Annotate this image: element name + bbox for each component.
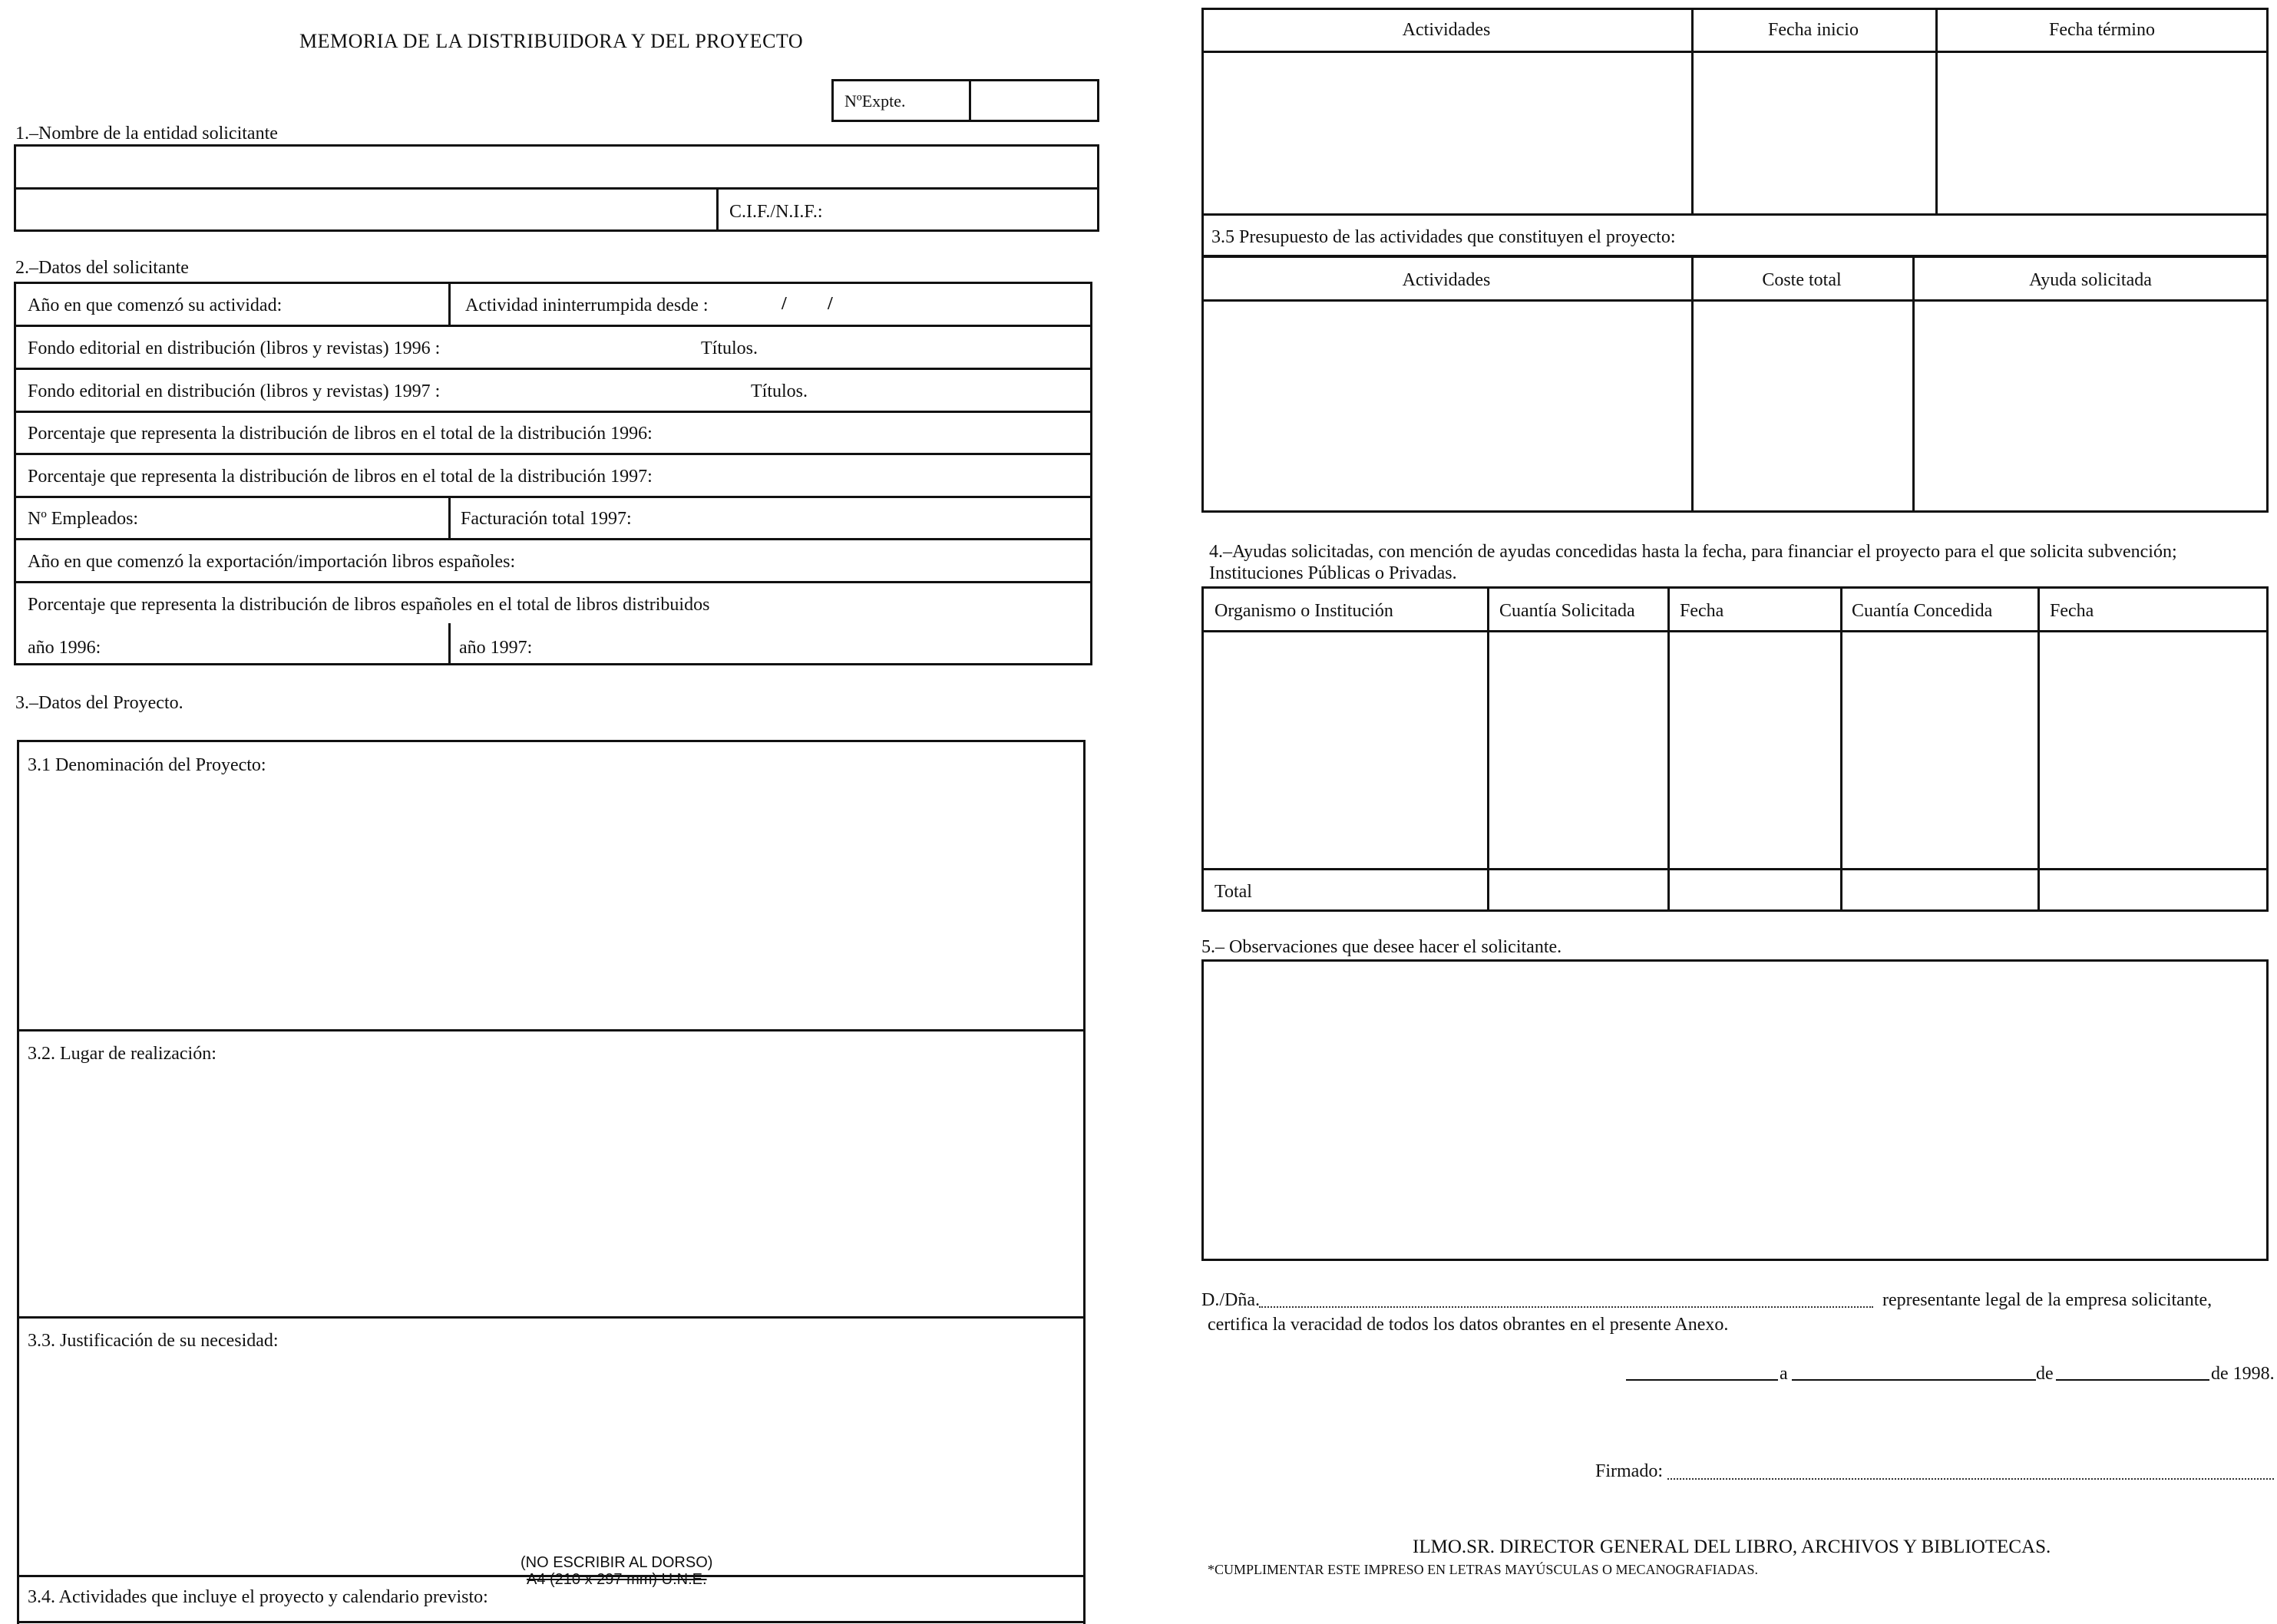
- export-year-label: Año en que comenzó la exportación/importación libros españoles:: [28, 552, 516, 572]
- aid-header: Cuantía Concedida: [1852, 601, 1993, 621]
- divider: [14, 411, 1092, 413]
- divider: [969, 79, 971, 122]
- dona-label: D./Dña.: [1201, 1290, 1260, 1310]
- aid-header: Organismo o Institución: [1215, 601, 1393, 621]
- de-label: de: [2036, 1364, 2054, 1384]
- calendar-header: Actividades: [1402, 20, 1491, 40]
- grant-date-cell[interactable]: [2041, 634, 2265, 866]
- no-write-note: (NO ESCRIBIR AL DORSO): [521, 1554, 713, 1571]
- section-5-heading: 5.– Observaciones que desee hacer el solicitante.: [1201, 937, 1562, 957]
- divider: [1840, 586, 1842, 912]
- budget-header: Actividades: [1402, 270, 1491, 290]
- divider: [1487, 586, 1489, 912]
- section-3-heading: 3.–Datos del Proyecto.: [15, 693, 183, 713]
- fund-1997-label: Fondo editorial en distribución (libros y revistas) 1997 :: [28, 381, 441, 401]
- project-name-label: 3.1 Denominación del Proyecto:: [28, 755, 266, 775]
- divider: [448, 496, 451, 538]
- divider: [1201, 213, 2269, 216]
- cif-label: C.I.F./N.I.F.:: [729, 202, 823, 222]
- divider: [14, 581, 1092, 583]
- year-1997-label: año 1997:: [459, 638, 533, 658]
- start-date-cell[interactable]: [1695, 54, 1933, 211]
- divider: [1912, 256, 1915, 513]
- total-cost-cell[interactable]: [1695, 303, 1910, 509]
- footnote: *CUMPLIMENTAR ESTE IMPRESO EN LETRAS MAYÚSCULAS O MECANOGRAFIADAS.: [1208, 1562, 1758, 1577]
- certify-text: certifica la veracidad de todos los datos obrantes en el presente Anexo.: [1208, 1315, 1729, 1335]
- pct-1997-label: Porcentaje que representa la distribución de libros en el total de la distribución 1997:: [28, 467, 653, 487]
- divider: [1667, 586, 1670, 912]
- divider: [1201, 630, 2269, 632]
- date-slash: /: [828, 294, 833, 314]
- signed-label: Firmado:: [1595, 1461, 1663, 1481]
- place-line[interactable]: [1626, 1379, 1778, 1381]
- pct-1996-label: Porcentaje que representa la distribución de libros en el total de la distribución 1996:: [28, 424, 653, 444]
- titles-label: Títulos.: [701, 338, 758, 358]
- section-4-heading-cont: Instituciones Públicas o Privadas.: [1209, 563, 1457, 583]
- budget-header: Coste total: [1762, 270, 1842, 290]
- divider: [1201, 299, 2269, 302]
- year-label: de 1998.: [2211, 1364, 2275, 1384]
- requested-aid-cell[interactable]: [1916, 303, 2265, 509]
- divider: [448, 282, 451, 325]
- aid-header: Fecha: [1680, 601, 1724, 621]
- divider: [1201, 51, 2269, 53]
- addressee: ILMO.SR. DIRECTOR GENERAL DEL LIBRO, ARCHIVOS Y BIBLIOTECAS.: [1413, 1537, 2051, 1557]
- date-slash: /: [782, 294, 787, 314]
- budget-header: Ayuda solicitada: [2029, 270, 2152, 290]
- divider: [14, 368, 1092, 370]
- aid-header: Cuantía Solicitada: [1499, 601, 1635, 621]
- divider: [1201, 868, 2269, 870]
- observations-field[interactable]: [1201, 959, 2269, 1261]
- expte-label: NºExpte.: [844, 91, 906, 111]
- representative-text: representante legal de la empresa solicitante,: [1882, 1290, 2213, 1310]
- section-1-heading: 1.–Nombre de la entidad solicitante: [15, 124, 278, 144]
- justification-field[interactable]: [23, 1355, 1079, 1555]
- location-field[interactable]: [23, 1068, 1079, 1312]
- calendar-header: Fecha término: [2049, 20, 2155, 40]
- divider: [14, 496, 1092, 498]
- year-1996-label: año 1996:: [28, 638, 101, 658]
- signature-line[interactable]: [1667, 1478, 2274, 1480]
- uninterrupted-label: Actividad ininterrumpida desde :: [465, 295, 709, 315]
- fund-1996-label: Fondo editorial en distribución (libros y revistas) 1996 :: [28, 338, 441, 358]
- divider: [2037, 586, 2040, 912]
- employees-label: Nº Empleados:: [28, 509, 139, 529]
- day-line[interactable]: [1792, 1379, 2036, 1381]
- request-date-cell[interactable]: [1671, 634, 1838, 866]
- activities-calendar-label: 3.4. Actividades que incluye el proyecto y calendario previsto:: [28, 1587, 488, 1607]
- institution-cell[interactable]: [1205, 634, 1485, 866]
- project-name-field[interactable]: [23, 779, 1079, 1025]
- month-line[interactable]: [2056, 1379, 2209, 1381]
- divider: [14, 325, 1092, 327]
- a-label: a: [1780, 1364, 1788, 1384]
- activity-cell[interactable]: [1205, 54, 1689, 211]
- location-label: 3.2. Lugar de realización:: [28, 1044, 216, 1064]
- turnover-label: Facturación total 1997:: [461, 509, 632, 529]
- divider: [17, 1029, 1086, 1032]
- paper-size-note: A4 (210 x 297 mm) U.N.E.: [527, 1571, 707, 1588]
- budget-heading: 3.5 Presupuesto de las actividades que constituyen el proyecto:: [1211, 227, 1676, 247]
- section-4-heading: 4.–Ayudas solicitadas, con mención de ayudas concedidas hasta la fecha, para financiar el proyecto para el que solicita subvención;: [1209, 542, 2177, 562]
- aid-header: Fecha: [2050, 601, 2094, 621]
- titles-label: Títulos.: [751, 381, 808, 401]
- spanish-books-pct-label: Porcentaje que representa la distribución de libros españoles en el total de libros distribuidos: [28, 595, 710, 615]
- expte-input[interactable]: [973, 83, 1095, 118]
- divider: [17, 1316, 1086, 1319]
- section-2-heading: 2.–Datos del solicitante: [15, 258, 189, 278]
- budget-activity-cell[interactable]: [1205, 303, 1689, 509]
- divider: [716, 187, 719, 232]
- divider: [17, 1621, 1086, 1623]
- divider: [1691, 256, 1694, 513]
- justification-label: 3.3. Justificación de su necesidad:: [28, 1331, 279, 1351]
- requested-amount-cell[interactable]: [1491, 634, 1665, 866]
- total-label: Total: [1215, 882, 1252, 902]
- divider: [14, 187, 1099, 190]
- name-line[interactable]: [1259, 1306, 1873, 1308]
- divider: [14, 538, 1092, 540]
- page-title: MEMORIA DE LA DISTRIBUIDORA Y DEL PROYECTO: [299, 30, 804, 52]
- granted-amount-cell[interactable]: [1844, 634, 2035, 866]
- calendar-header: Fecha inicio: [1768, 20, 1859, 40]
- divider: [448, 623, 451, 665]
- start-year-label: Año en que comenzó su actividad:: [28, 295, 283, 315]
- divider: [14, 453, 1092, 455]
- end-date-cell[interactable]: [1939, 54, 2265, 211]
